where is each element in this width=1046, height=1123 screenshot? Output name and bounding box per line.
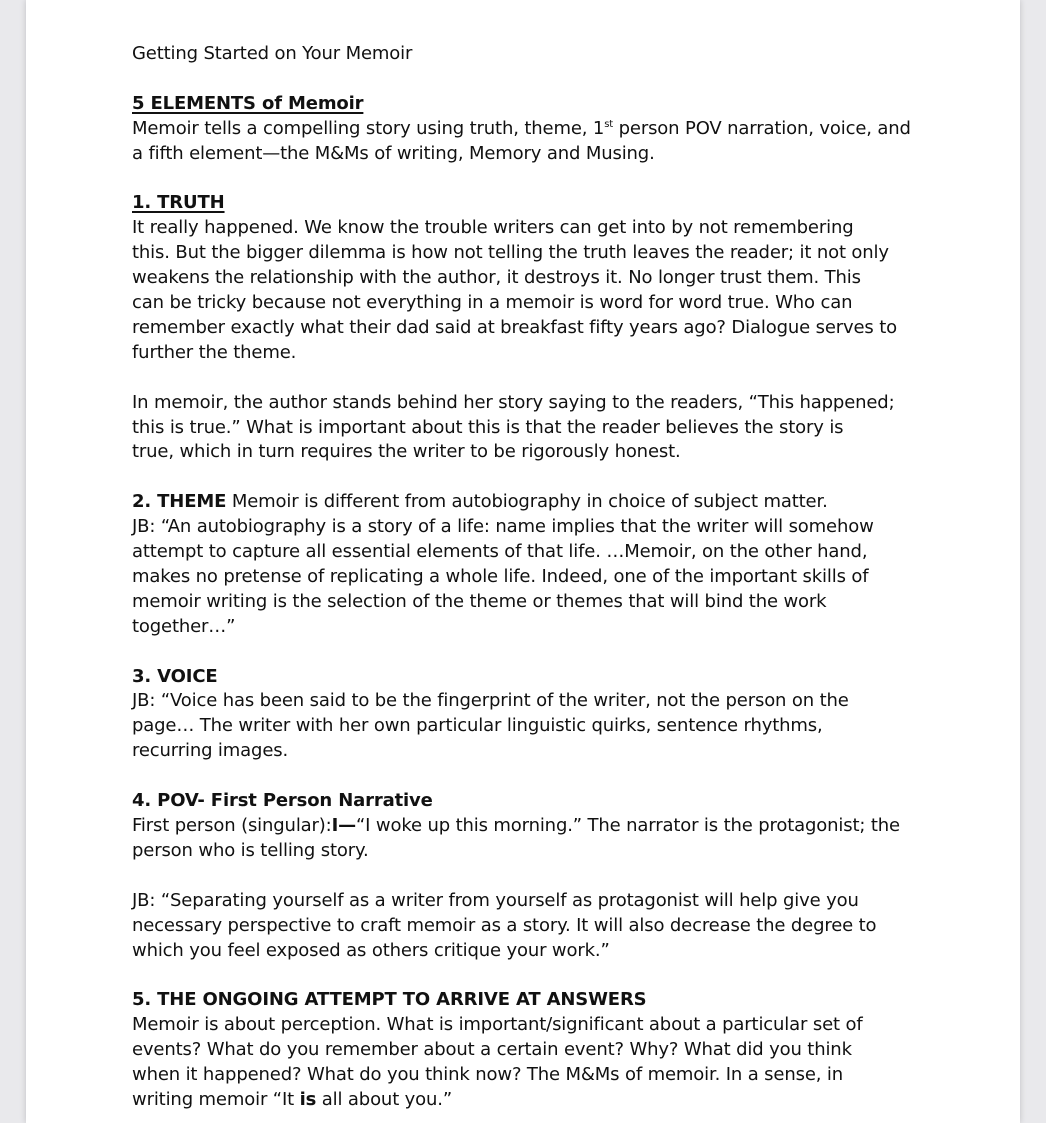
document-title: Getting Started on Your Memoir [132, 43, 413, 64]
document-body [132, 42, 932, 1113]
pov-line: which you feel exposed as others critique your work.” [132, 939, 610, 961]
truth-line: can be tricky because not everything in a memoir is word for word true. Who can [132, 292, 853, 314]
truth-line: true, which in turn requires the writer to be rigorously honest. [132, 441, 681, 463]
theme-heading: 2. THEME [132, 491, 227, 513]
voice-line: recurring images. [132, 740, 289, 762]
truth-line: this is true.” What is important about this is that the reader believes the story is [132, 416, 844, 438]
voice-heading: 3. VOICE [132, 665, 218, 687]
truth-line: It really happened. We know the trouble writers can get into by not remembering [132, 217, 854, 239]
theme-heading-line: 2. THEME Memoir is different from autobiography in choice of subject matter. [132, 491, 828, 513]
pov-line: JB: “Separating yourself as a writer from yourself as protagonist will help give you [132, 889, 859, 911]
answers-line: Memoir is about perception. What is important/significant about a particular set of [132, 1014, 863, 1036]
theme-line: JB: “An autobiography is a story of a life: name implies that the writer will somehow [132, 516, 874, 538]
truth-line: weakens the relationship with the author, it destroys it. No longer trust them. This [132, 267, 861, 289]
superscript-st: st [604, 118, 614, 130]
answers-line: when it happened? What do you think now? The M&Ms of memoir. In a sense, in [132, 1064, 843, 1086]
document-page [26, 0, 1020, 1123]
truth-line: further the theme. [132, 341, 297, 363]
pov-line: necessary perspective to craft memoir as a story. It will also decrease the degree to [132, 914, 877, 936]
intro-line: Memoir tells a compelling story using truth, theme, 1st person POV narration, voice, and [132, 117, 911, 139]
truth-heading: 1. TRUTH [132, 192, 225, 214]
truth-line: this. But the bigger dilemma is how not telling the truth leaves the reader; it not only [132, 242, 889, 264]
truth-line: remember exactly what their dad said at breakfast fifty years ago? Dialogue serves to [132, 316, 897, 338]
theme-line: together…” [132, 615, 236, 637]
pov-line: person who is telling story. [132, 839, 369, 861]
intro-line: a fifth element—the M&Ms of writing, Memory and Musing. [132, 142, 655, 164]
theme-line: memoir writing is the selection of the theme or themes that will bind the work [132, 590, 827, 612]
pov-heading: 4. POV- First Person Narrative [132, 790, 433, 812]
answers-line: events? What do you remember about a certain event? Why? What did you think [132, 1039, 852, 1061]
answers-line: writing memoir “It is all about you.” [132, 1088, 453, 1110]
truth-line: In memoir, the author stands behind her story saying to the readers, “This happened; [132, 391, 895, 413]
answers-heading: 5. THE ONGOING ATTEMPT TO ARRIVE AT ANSWERS [132, 989, 647, 1011]
intro-heading: 5 ELEMENTS of Memoir [132, 92, 364, 114]
pov-line: First person (singular):I—“I woke up this morning.” The narrator is the protagonist; the [132, 815, 900, 836]
voice-line: page… The writer with her own particular linguistic quirks, sentence rhythms, [132, 715, 823, 737]
theme-line: makes no pretense of replicating a whole life. Indeed, one of the important skills of [132, 565, 869, 587]
voice-line: JB: “Voice has been said to be the fingerprint of the writer, not the person on the [132, 690, 849, 712]
theme-line: attempt to capture all essential elements of that life. …Memoir, on the other hand, [132, 541, 868, 563]
